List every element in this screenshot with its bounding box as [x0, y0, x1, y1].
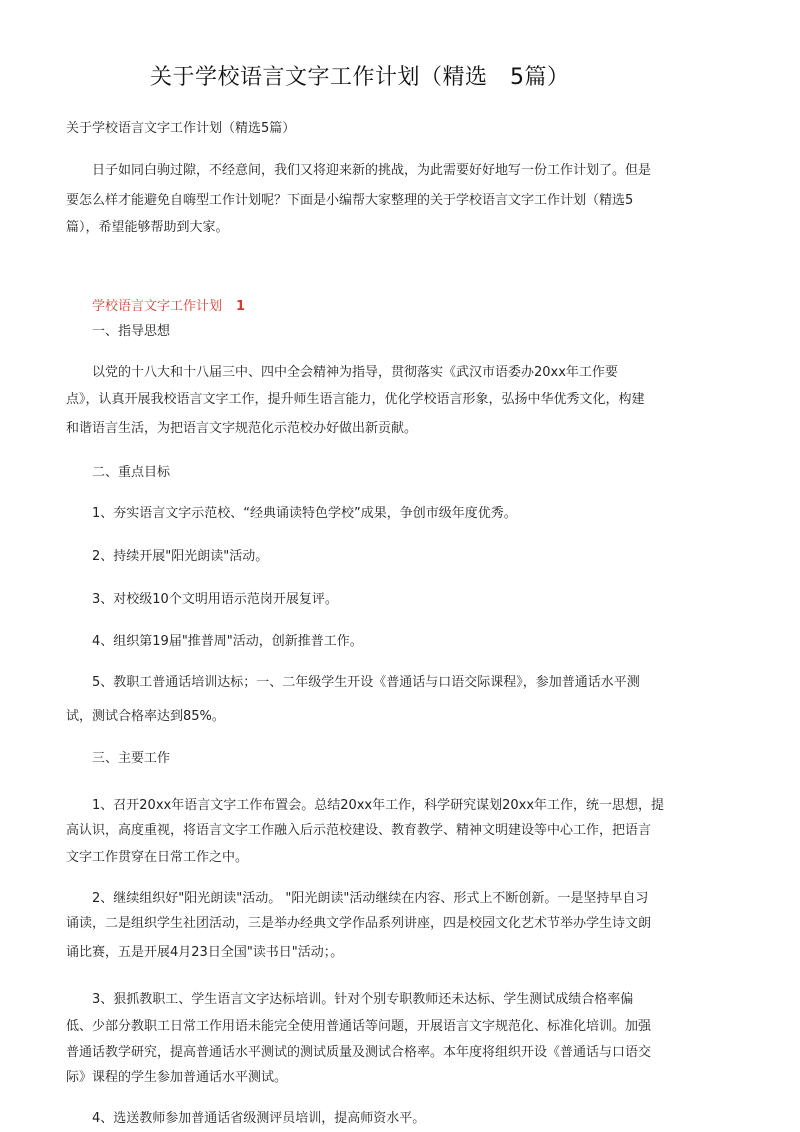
paragraph-line: 以党的十八大和十八届三中、四中全会精神为指导，贯彻落实《武汉市语委办20xx年工作要 — [92, 365, 618, 380]
intro-line: 篇），希望能够帮助到大家。 — [66, 220, 229, 235]
goal-item-continued: 试，测试合格率达到85%。 — [66, 709, 225, 724]
heading-key-goals: 二、重点目标 — [92, 465, 171, 480]
goal-item: 4、组织第19届"推普周"活动，创新推普工作。 — [92, 634, 363, 649]
section-heading-text: 学校语言文字工作计划 — [92, 299, 223, 314]
work-line: 普通话教学研究，提高普通话水平测试的测试质量及测试合格率。本年度将组织开设《普通话与口语交 — [66, 1045, 652, 1060]
goal-item: 1、夯实语言文字示范校、“经典诵读特色学校”成果，争创市级年度优秀。 — [92, 506, 517, 521]
heading-guiding-thought: 一、指导思想 — [92, 324, 171, 339]
paragraph-line: 和谐语言生活，为把语言文字规范化示范校办好做出新贡献。 — [66, 421, 418, 436]
paragraph-line: 点》，认真开展我校语言文字工作，提升师生语言能力，优化学校语言形象，弘扬中华优秀文化，构建 — [66, 392, 645, 407]
work-line: 文字工作贯穿在日常工作之中。 — [66, 850, 249, 865]
goal-item: 5、教职工普通话培训达标；一、二年级学生开设《普通话与口语交际课程》，参加普通话水平测 — [92, 675, 640, 690]
heading-main-work: 三、主要工作 — [92, 751, 171, 766]
work-line: 4、选送教师参加普通话省级测评员培训，提高师资水平。 — [92, 1111, 426, 1126]
work-line: 诵比赛，五是开展4月23日全国"读书日"活动；。 — [66, 945, 344, 960]
work-line: 2、继续组织好"阳光朗读"活动。 "阳光朗读"活动继续在内容、形式上不断创新。一是坚持早自习 — [92, 891, 649, 906]
subtitle: 关于学校语言文字工作计划（精选5篇） — [66, 121, 296, 136]
goal-item: 2、持续开展"阳光朗读"活动。 — [92, 549, 269, 564]
work-line: 诵读，二是组织学生社团活动，三是举办经典文学作品系列讲座，四是校园文化艺术节举办学生诗文朗 — [66, 916, 652, 931]
work-line: 低、少部分教职工日常工作用语未能完全使用普通话等问题，开展语言文字规范化、标准化培训。加强 — [66, 1019, 652, 1034]
section-heading — [92, 295, 245, 314]
intro-line: 要怎么样才能避免自嗨型工作计划呢？下面是小编帮大家整理的关于学校语言文字工作计划（精选5 — [66, 193, 634, 208]
intro-line: 日子如同白驹过隙，不经意间，我们又将迎来新的挑战，为此需要好好地写一份工作计划了。但是 — [92, 163, 652, 178]
goal-item: 3、对校级10个文明用语示范岗开展复评。 — [92, 592, 338, 607]
work-line: 1、召开20xx年语言文字工作布置会。总结20xx年工作，科学研究谋划20xx年工作，统一思想，提 — [92, 798, 665, 813]
work-line: 3、狠抓教职工、学生语言文字达标培训。针对个别专职教师还未达标、学生测试成绩合格率偏 — [92, 992, 634, 1007]
page-title: 关于学校语言文字工作计划（精选 5篇） — [150, 65, 570, 90]
work-line: 高认识，高度重视，将语言文字工作融入后示范校建设、教育教学、精神文明建设等中心工作，把语言 — [66, 823, 652, 838]
section-number: 1 — [236, 299, 246, 314]
work-line: 际》课程的学生参加普通话水平测试。 — [66, 1070, 288, 1085]
